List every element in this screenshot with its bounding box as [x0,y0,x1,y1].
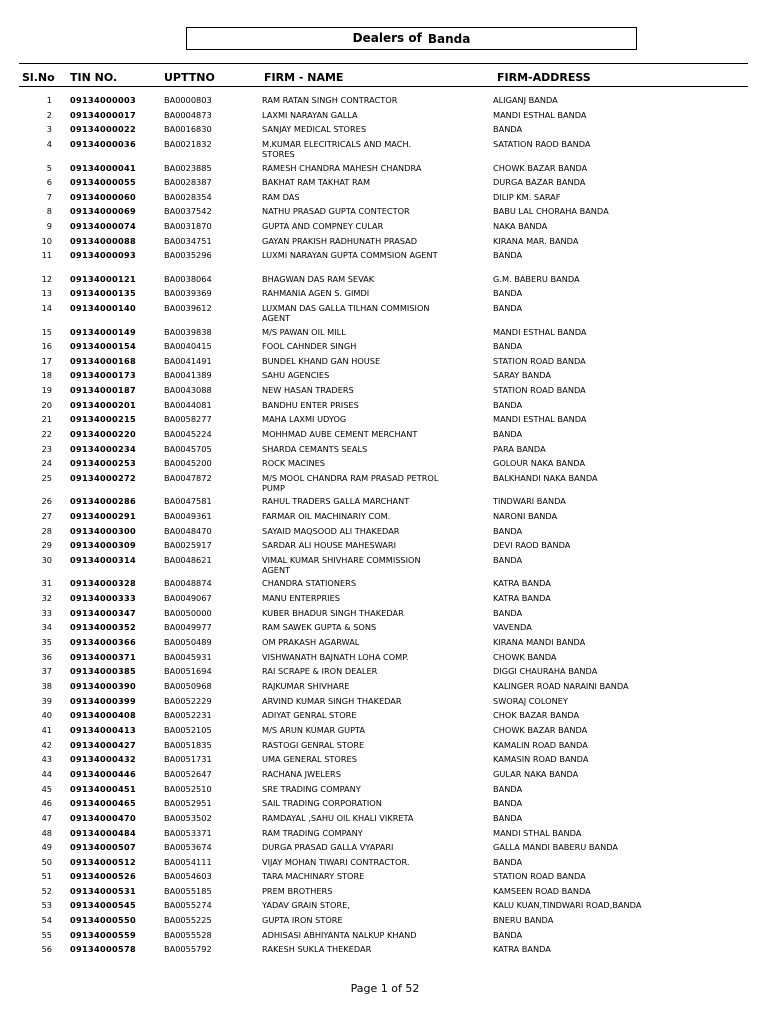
row-upttno: BA0050489 [164,637,212,647]
row-firm-address: CHOWK BANDA [493,652,557,662]
row-serial: 5 [46,163,52,173]
row-firm-name: ADHISASI ABHIYANTA NALKUP KHAND [262,930,417,940]
row-tin: 09134000069 [70,206,136,216]
row-serial: 22 [41,429,52,439]
page-number: Page 1 of 52 [350,982,420,995]
row-upttno: BA0055225 [164,915,212,925]
row-firm-address: BANDA [493,555,523,565]
row-firm-address: MANDI ESTHAL BANDA [493,327,587,337]
row-tin: 09134000484 [70,828,136,838]
row-firm-name: SANJAY MEDICAL STORES [262,124,367,134]
row-upttno: BA0034751 [164,236,212,246]
row-upttno: BA0045705 [164,444,212,454]
row-firm-name: SAIL TRADING CORPORATION [262,798,382,808]
row-upttno: BA0043088 [164,385,212,395]
row-firm-name: SHARDA CEMANTS SEALS [262,444,368,454]
row-serial: 13 [41,288,52,298]
row-upttno: BA0055274 [164,900,212,910]
row-firm-address: CHOWK BAZAR BANDA [493,163,588,173]
row-firm-address: BANDA [493,930,523,940]
row-firm-address: ALIGANJ BANDA [493,95,558,105]
row-upttno: BA0055528 [164,930,212,940]
row-firm-address: PARA BANDA [493,444,546,454]
row-serial: 51 [41,871,52,881]
row-firm-address: STATION ROAD BANDA [493,356,586,366]
row-upttno: BA0037542 [164,206,212,216]
row-tin: 09134000427 [70,740,136,750]
row-tin: 09134000526 [70,871,136,881]
row-upttno: BA0038064 [164,274,212,284]
row-firm-address: G.M. BABERU BANDA [493,274,580,284]
row-serial: 20 [41,400,52,410]
row-upttno: BA0049977 [164,622,212,632]
row-firm-address: STATION ROAD BANDA [493,871,586,881]
row-firm-address: DURGA BAZAR BANDA [493,177,586,187]
row-tin: 09134000300 [70,526,136,536]
row-tin: 09134000022 [70,124,136,134]
row-serial: 31 [41,578,52,588]
row-firm-address: STATION ROAD BANDA [493,385,586,395]
row-firm-address: BANDA [493,429,523,439]
row-tin: 09134000385 [70,666,136,676]
row-upttno: BA0028354 [164,192,212,202]
row-tin: 09134000220 [70,429,136,439]
row-firm-name: NATHU PRASAD GUPTA CONTECTOR [262,206,410,216]
row-firm-address: DILIP KM. SARAF [493,192,561,202]
row-tin: 09134000399 [70,696,136,706]
row-upttno: BA0047581 [164,496,212,506]
row-serial: 41 [41,725,52,735]
row-firm-address: BANDA [493,400,523,410]
title-district: Banda [427,32,471,46]
row-upttno: BA0050000 [164,608,212,618]
row-upttno: BA0050968 [164,681,212,691]
row-firm-name: NEW HASAN TRADERS [262,385,354,395]
row-firm-address: KATRA BANDA [493,944,551,954]
row-firm-address: TINDWARI BANDA [493,496,566,506]
row-tin: 09134000408 [70,710,136,720]
row-firm-name: RAJKUMAR SHIVHARE [262,681,350,691]
row-tin: 09134000088 [70,236,136,246]
row-tin: 09134000470 [70,813,136,823]
row-firm-address: BANDA [493,124,523,134]
header-bottom-rule [19,86,748,87]
row-tin: 09134000093 [70,250,136,260]
row-firm-name: BUNDEL KHAND GAN HOUSE [262,356,381,366]
row-firm-address: BANDA [493,857,523,867]
row-serial: 16 [41,341,52,351]
row-firm-address: KIRANA MAR. BANDA [493,236,579,246]
row-upttno: BA0045200 [164,458,212,468]
header-firm-address: FIRM-ADDRESS [497,71,591,84]
row-firm-name: LUXMI NARAYAN GUPTA COMMSION AGENT [262,250,438,260]
row-firm-address: MANDI ESTHAL BANDA [493,110,587,120]
row-serial: 11 [41,250,52,260]
row-firm-address: BABU LAL CHORAHA BANDA [493,206,609,216]
row-serial: 52 [41,886,52,896]
row-serial: 6 [46,177,52,187]
row-serial: 46 [41,798,52,808]
row-serial: 48 [41,828,52,838]
header-top-rule [19,63,748,64]
row-tin: 09134000309 [70,540,136,550]
row-firm-address: BANDA [493,813,523,823]
header-firm-name: FIRM - NAME [264,71,344,84]
row-firm-name: BANDHU ENTER PRISES [262,400,359,410]
row-upttno: BA0016830 [164,124,212,134]
row-upttno: BA0040415 [164,341,212,351]
row-tin: 09134000055 [70,177,136,187]
row-firm-name: OM PRAKASH AGARWAL [262,637,360,647]
row-tin: 09134000074 [70,221,136,231]
row-firm-name: FOOL CAHNDER SINGH [262,341,357,351]
row-firm-name: MANU ENTERPRIES [262,593,340,603]
row-tin: 09134000390 [70,681,136,691]
row-serial: 50 [41,857,52,867]
row-upttno: BA0039838 [164,327,212,337]
row-serial: 19 [41,385,52,395]
row-tin: 09134000451 [70,784,136,794]
row-firm-address: DEVI RAOD BANDA [493,540,571,550]
row-upttno: BA0048470 [164,526,212,536]
row-firm-name: RAM RATAN SINGH CONTRACTOR [262,95,398,105]
row-firm-name: TARA MACHINARY STORE [262,871,365,881]
row-serial: 26 [41,496,52,506]
row-firm-address: VAVENDA [493,622,532,632]
row-serial: 9 [46,221,52,231]
row-upttno: BA0023885 [164,163,212,173]
row-serial: 32 [41,593,52,603]
row-firm-address: KIRANA MANDI BANDA [493,637,586,647]
row-serial: 4 [46,139,52,149]
row-tin: 09134000291 [70,511,136,521]
row-serial: 18 [41,370,52,380]
row-firm-name: UMA GENERAL STORES [262,754,357,764]
row-firm-address: SARAY BANDA [493,370,551,380]
row-firm-name: GUPTA AND COMPNEY CULAR [262,221,384,231]
row-firm-name: SAHU AGENCIES [262,370,330,380]
row-firm-name: KUBER BHADUR SINGH THAKEDAR [262,608,404,618]
row-firm-address: GULAR NAKA BANDA [493,769,579,779]
row-firm-name: GAYAN PRAKISH RADHUNATH PRASAD [262,236,418,246]
row-upttno: BA0049361 [164,511,212,521]
row-firm-name: SARDAR ALI HOUSE MAHESWARI [262,540,396,550]
row-tin: 09134000003 [70,95,136,105]
row-upttno: BA0039612 [164,303,212,313]
page-title [186,27,637,50]
row-serial: 30 [41,555,52,565]
row-firm-address: BANDA [493,341,523,351]
header-tin: TIN NO. [70,71,118,84]
row-tin: 09134000371 [70,652,136,662]
row-upttno: BA0052229 [164,696,212,706]
row-serial: 54 [41,915,52,925]
row-firm-name: RAM DAS [262,192,300,202]
row-serial: 17 [41,356,52,366]
row-firm-name: M.KUMAR ELECITRICALS AND MACH. STORES [262,139,412,159]
row-upttno: BA0049067 [164,593,212,603]
row-firm-name: DURGA PRASAD GALLA VYAPARI [262,842,394,852]
row-serial: 28 [41,526,52,536]
row-serial: 45 [41,784,52,794]
row-serial: 8 [46,206,52,216]
row-firm-name: RAI SCRAPE & IRON DEALER [262,666,378,676]
row-serial: 36 [41,652,52,662]
row-upttno: BA0021832 [164,139,212,149]
row-firm-name: RAHMANIA AGEN S. GIMDI [262,288,370,298]
row-firm-name: RAM TRADING COMPANY [262,828,363,838]
row-tin: 09134000352 [70,622,136,632]
row-tin: 09134000215 [70,414,136,424]
row-upttno: BA0054111 [164,857,212,867]
row-serial: 42 [41,740,52,750]
row-tin: 09134000347 [70,608,136,618]
row-firm-name: VIMAL KUMAR SHIVHARE COMMISSION AGENT [262,555,421,575]
row-upttno: BA0051694 [164,666,212,676]
row-firm-address: BANDA [493,288,523,298]
row-upttno: BA0053502 [164,813,212,823]
row-firm-name: LAXMI NARAYAN GALLA [262,110,358,120]
row-firm-address: NARONI BANDA [493,511,558,521]
row-firm-name: CHANDRA STATIONERS [262,578,357,588]
row-firm-name: PREM BROTHERS [262,886,333,896]
row-tin: 09134000512 [70,857,136,867]
row-serial: 53 [41,900,52,910]
row-tin: 09134000140 [70,303,136,313]
header-slno: Sl.No [22,71,55,84]
row-firm-address: DIGGI CHAURAHA BANDA [493,666,598,676]
row-tin: 09134000578 [70,944,136,954]
row-serial: 47 [41,813,52,823]
row-firm-name: BHAGWAN DAS RAM SEVAK [262,274,375,284]
row-firm-address: BANDA [493,608,523,618]
row-tin: 09134000531 [70,886,136,896]
row-serial: 1 [46,95,52,105]
row-firm-address: BANDA [493,526,523,536]
row-tin: 09134000333 [70,593,136,603]
row-serial: 43 [41,754,52,764]
row-firm-address: SWORAJ COLONEY [493,696,568,706]
row-serial: 38 [41,681,52,691]
row-serial: 12 [41,274,52,284]
row-serial: 44 [41,769,52,779]
row-firm-address: KAMASIN ROAD BANDA [493,754,589,764]
row-serial: 15 [41,327,52,337]
row-tin: 09134000253 [70,458,136,468]
row-serial: 29 [41,540,52,550]
row-firm-address: KALU KUAN,TINDWARI ROAD,BANDA [493,900,642,910]
row-tin: 09134000149 [70,327,136,337]
row-firm-name: RAHUL TRADERS GALLA MARCHANT [262,496,410,506]
row-firm-address: BANDA [493,784,523,794]
row-serial: 49 [41,842,52,852]
row-tin: 09134000413 [70,725,136,735]
row-serial: 24 [41,458,52,468]
row-serial: 55 [41,930,52,940]
row-tin: 09134000465 [70,798,136,808]
row-upttno: BA0041389 [164,370,212,380]
row-serial: 3 [46,124,52,134]
row-tin: 09134000173 [70,370,136,380]
row-upttno: BA0045224 [164,429,212,439]
row-upttno: BA0047872 [164,473,212,483]
row-firm-address: KATRA BANDA [493,578,551,588]
row-tin: 09134000272 [70,473,136,483]
row-tin: 09134000121 [70,274,136,284]
row-firm-name: YADAV GRAIN STORE, [262,900,350,910]
row-tin: 09134000201 [70,400,136,410]
row-firm-name: LUXMAN DAS GALLA TILHAN COMMISION AGENT [262,303,430,323]
row-tin: 09134000366 [70,637,136,647]
row-tin: 09134000135 [70,288,136,298]
row-firm-name: RAM SAWEK GUPTA & SONS [262,622,377,632]
row-serial: 23 [41,444,52,454]
row-tin: 09134000432 [70,754,136,764]
row-serial: 34 [41,622,52,632]
row-tin: 09134000036 [70,139,136,149]
row-upttno: BA0052231 [164,710,212,720]
row-firm-address: CHOWK BAZAR BANDA [493,725,588,735]
row-serial: 25 [41,473,52,483]
row-firm-address: BANDA [493,303,523,313]
row-firm-name: SRE TRADING COMPANY [262,784,361,794]
row-firm-address: KATRA BANDA [493,593,551,603]
row-serial: 10 [41,236,52,246]
row-firm-name: M/S ARUN KUMAR GUPTA [262,725,365,735]
row-firm-address: MANDI STHAL BANDA [493,828,582,838]
row-firm-name: RAMESH CHANDRA MAHESH CHANDRA [262,163,422,173]
row-upttno: BA0031870 [164,221,212,231]
row-tin: 09134000446 [70,769,136,779]
row-upttno: BA0052510 [164,784,212,794]
row-firm-name: VISHWANATH BAJNATH LOHA COMP. [262,652,409,662]
row-serial: 21 [41,414,52,424]
row-serial: 2 [46,110,52,120]
row-upttno: BA0055185 [164,886,212,896]
row-firm-address: BNERU BANDA [493,915,554,925]
row-upttno: BA0052647 [164,769,212,779]
row-upttno: BA0004873 [164,110,212,120]
row-tin: 09134000545 [70,900,136,910]
row-upttno: BA0055792 [164,944,212,954]
row-firm-name: M/S MOOL CHANDRA RAM PRASAD PETROL PUMP [262,473,439,493]
row-upttno: BA0051731 [164,754,212,764]
row-firm-address: NAKA BANDA [493,221,548,231]
row-firm-address: KALINGER ROAD NARAINI BANDA [493,681,629,691]
row-tin: 09134000234 [70,444,136,454]
row-firm-name: ROCK MACINES [262,458,325,468]
row-upttno: BA0051835 [164,740,212,750]
row-firm-name: FARMAR OIL MACHINARIY COM. [262,511,391,521]
row-firm-name: SAYAID MAQSOOD ALI THAKEDAR [262,526,400,536]
row-serial: 40 [41,710,52,720]
row-upttno: BA0048621 [164,555,212,565]
row-firm-name: M/S PAWAN OIL MILL [262,327,346,337]
row-upttno: BA0000803 [164,95,212,105]
row-serial: 39 [41,696,52,706]
row-serial: 14 [41,303,52,313]
row-firm-address: KAMALIN ROAD BANDA [493,740,588,750]
row-upttno: BA0025917 [164,540,212,550]
row-firm-address: CHOK BAZAR BANDA [493,710,580,720]
row-firm-name: ARVIND KUMAR SINGH THAKEDAR [262,696,402,706]
row-upttno: BA0058277 [164,414,212,424]
row-firm-address: BANDA [493,250,523,260]
row-tin: 09134000017 [70,110,136,120]
row-tin: 09134000550 [70,915,136,925]
row-firm-name: RAKESH SUKLA THEKEDAR [262,944,372,954]
row-upttno: BA0044081 [164,400,212,410]
row-upttno: BA0053674 [164,842,212,852]
row-firm-name: RASTOGI GENRAL STORE [262,740,365,750]
table-row [0,944,770,972]
row-serial: 56 [41,944,52,954]
row-firm-address: BALKHANDI NAKA BANDA [493,473,598,483]
row-serial: 37 [41,666,52,676]
row-upttno: BA0054603 [164,871,212,881]
row-serial: 7 [46,192,52,202]
row-serial: 35 [41,637,52,647]
row-tin: 09134000328 [70,578,136,588]
row-tin: 09134000154 [70,341,136,351]
row-serial: 27 [41,511,52,521]
row-tin: 09134000041 [70,163,136,173]
row-firm-address: GOLOUR NAKA BANDA [493,458,586,468]
row-tin: 09134000060 [70,192,136,202]
row-tin: 09134000314 [70,555,136,565]
row-upttno: BA0039369 [164,288,212,298]
row-upttno: BA0052951 [164,798,212,808]
row-tin: 09134000507 [70,842,136,852]
row-tin: 09134000187 [70,385,136,395]
row-firm-address: BANDA [493,798,523,808]
row-firm-address: SATATION RAOD BANDA [493,139,591,149]
row-firm-name: RACHANA JWELERS [262,769,341,779]
row-upttno: BA0035296 [164,250,212,260]
row-tin: 09134000168 [70,356,136,366]
row-firm-name: MAHA LAXMI UDYOG [262,414,347,424]
header-upttno: UPTTNO [164,71,215,84]
row-firm-address: MANDI ESTHAL BANDA [493,414,587,424]
row-firm-address: KAMSEEN ROAD BANDA [493,886,591,896]
row-upttno: BA0028387 [164,177,212,187]
row-firm-name: BAKHAT RAM TAKHAT RAM [262,177,371,187]
row-firm-name: RAMDAYAL ,SAHU OIL KHALI VIKRETA [262,813,414,823]
row-firm-name: ADIYAT GENRAL STORE [262,710,357,720]
row-serial: 33 [41,608,52,618]
title-prefix: Dealers of [352,31,422,45]
row-firm-name: MOHHMAD AUBE CEMENT MERCHANT [262,429,418,439]
row-firm-name: GUPTA IRON STORE [262,915,343,925]
row-upttno: BA0045931 [164,652,212,662]
row-tin: 09134000286 [70,496,136,506]
row-upttno: BA0053371 [164,828,212,838]
row-upttno: BA0052105 [164,725,212,735]
row-upttno: BA0048874 [164,578,212,588]
row-firm-address: GALLA MANDI BABERU BANDA [493,842,618,852]
row-tin: 09134000559 [70,930,136,940]
row-firm-name: VIJAY MOHAN TIWARI CONTRACTOR. [262,857,410,867]
row-upttno: BA0041491 [164,356,212,366]
